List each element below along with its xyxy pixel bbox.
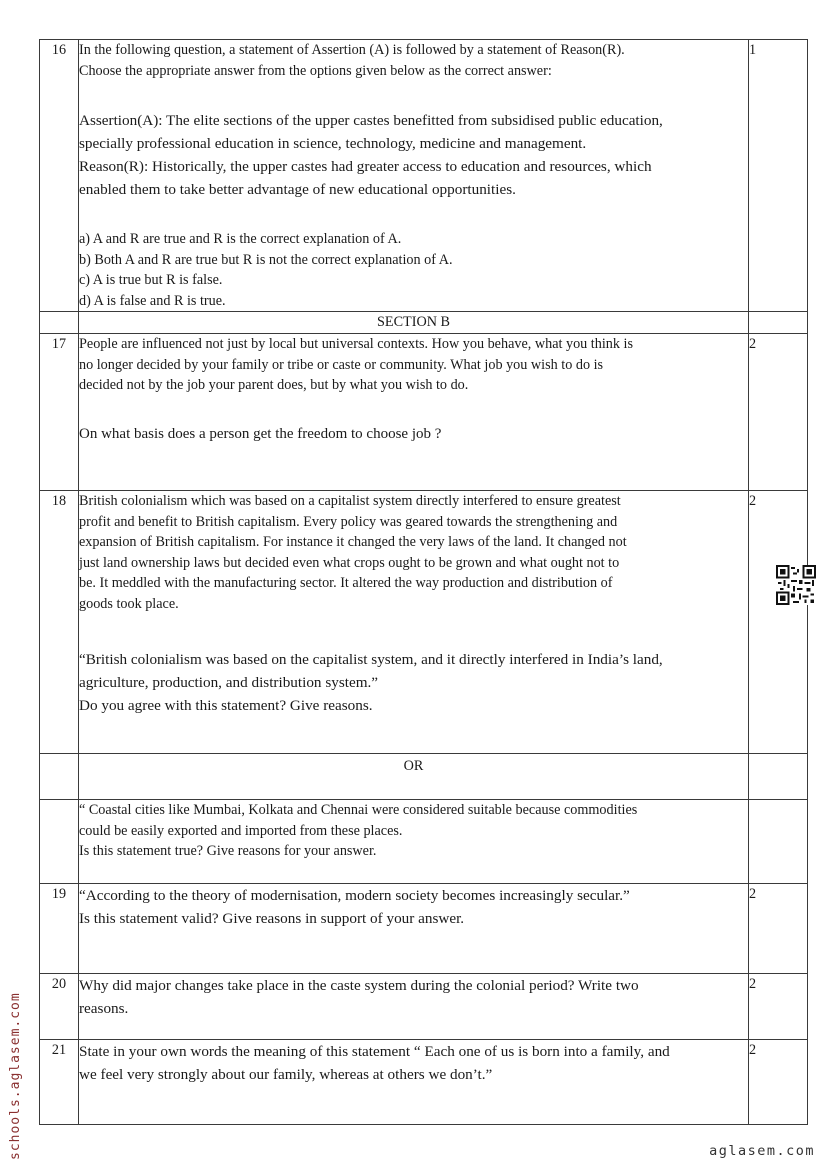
option-a: a) A and R are true and R is the correct explanation of A.: [79, 231, 402, 247]
question-number: 18: [40, 491, 79, 754]
passage-line: profit and benefit to British capitalism. Every policy was geared towards the strengthening and: [79, 513, 618, 530]
question-marks: 2: [749, 974, 808, 1040]
instruction-line: In the following question, a statement of Assertion (A) is followed by a statement of Reason(R).: [79, 42, 625, 58]
instruction-line: Choose the appropriate answer from the options given below as the correct answer:: [79, 62, 552, 79]
option-b: b) Both A and R are true but R is not the correct explanation of A.: [79, 251, 453, 268]
section-header-row: [40, 312, 808, 334]
question-marks: 1: [749, 40, 808, 312]
question-line: reasons.: [79, 1000, 129, 1017]
question-line: Why did major changes take place in the caste system during the colonial period? Write two: [79, 977, 639, 994]
question-number: 21: [40, 1040, 79, 1125]
section-title: SECTION B: [79, 312, 749, 334]
question-table: [39, 39, 808, 1125]
question-number: 19: [40, 884, 79, 974]
question-text: [79, 491, 749, 754]
question-text: [79, 334, 749, 491]
question-row-16: [40, 40, 808, 312]
question-text: [79, 40, 749, 312]
quote-line: agriculture, production, and distribution system.”: [79, 674, 379, 691]
question-row-17: [40, 334, 808, 491]
qr-code-icon: [776, 565, 816, 605]
passage-line: decided not by the job your parent does, but by what you wish to do.: [79, 377, 469, 393]
option-d: d) A is false and R is true.: [79, 292, 226, 309]
or-row: [40, 754, 808, 800]
question-marks: 2: [749, 1040, 808, 1125]
question-row-18-alternative: [40, 800, 808, 884]
question-number: 20: [40, 974, 79, 1040]
passage-line: no longer decided by your family or tribe or caste or community. What job you wish to do is: [79, 356, 604, 373]
quote-line: “British colonialism was based on the capitalist system, and it directly interfered in India’s land,: [79, 651, 663, 668]
question-prompt: On what basis does a person get the freedom to choose job ?: [79, 425, 442, 442]
question-text: [79, 800, 749, 884]
question-row-18: [40, 491, 808, 754]
question-line: State in your own words the meaning of this statement “ Each one of us is born into a family, and: [79, 1043, 670, 1060]
question-row-19: [40, 884, 808, 974]
question-text: [79, 884, 749, 974]
question-prompt: Do you agree with this statement? Give reasons.: [79, 697, 373, 714]
question-number: 16: [40, 40, 79, 312]
reason-line: enabled them to take better advantage of new educational opportunities.: [79, 181, 516, 198]
passage-line: be. It meddled with the manufacturing sector. It altered the way production and distribution of: [79, 575, 613, 591]
assertion-line: specially professional education in science, technology, medicine and management.: [79, 135, 587, 152]
statement-line: “According to the theory of modernisation, modern society becomes increasingly secular.”: [79, 887, 630, 904]
alternative-line: Is this statement true? Give reasons for your answer.: [79, 843, 377, 859]
alternative-line: “ Coastal cities like Mumbai, Kolkata and Chennai were considered suitable because commodities: [79, 802, 638, 818]
passage-line: People are influenced not just by local but universal contexts. How you behave, what you think is: [79, 336, 633, 352]
or-label: OR: [79, 754, 749, 800]
question-marks: 2: [749, 491, 808, 754]
question-text: [79, 1040, 749, 1125]
footer-brand: aglasem.com: [709, 1143, 815, 1159]
question-number: 17: [40, 334, 79, 491]
option-c: c) A is true but R is false.: [79, 272, 223, 288]
passage-line: just land ownership laws but decided even what crops ought to be grown and what ought not to: [79, 554, 620, 571]
question-row-21: [40, 1040, 808, 1125]
question-marks: 2: [749, 884, 808, 974]
question-line: we feel very strongly about our family, whereas at others we don’t.”: [79, 1066, 493, 1083]
side-watermark: schools.aglasem.com: [8, 992, 23, 1160]
reason-line: Reason(R): Historically, the upper castes had greater access to education and resources, which: [79, 158, 652, 175]
alternative-line: could be easily exported and imported from these places.: [79, 822, 403, 839]
assertion-line: Assertion(A): The elite sections of the upper castes benefitted from subsidised public education,: [79, 112, 663, 129]
passage-line: expansion of British capitalism. For instance it changed the very laws of the land. It changed not: [79, 534, 627, 550]
passage-line: goods took place.: [79, 595, 179, 612]
question-prompt: Is this statement valid? Give reasons in support of your answer.: [79, 910, 465, 927]
question-row-20: [40, 974, 808, 1040]
passage-line: British colonialism which was based on a capitalist system directly interfered to ensure greatest: [79, 493, 621, 509]
question-marks: 2: [749, 334, 808, 491]
question-text: [79, 974, 749, 1040]
